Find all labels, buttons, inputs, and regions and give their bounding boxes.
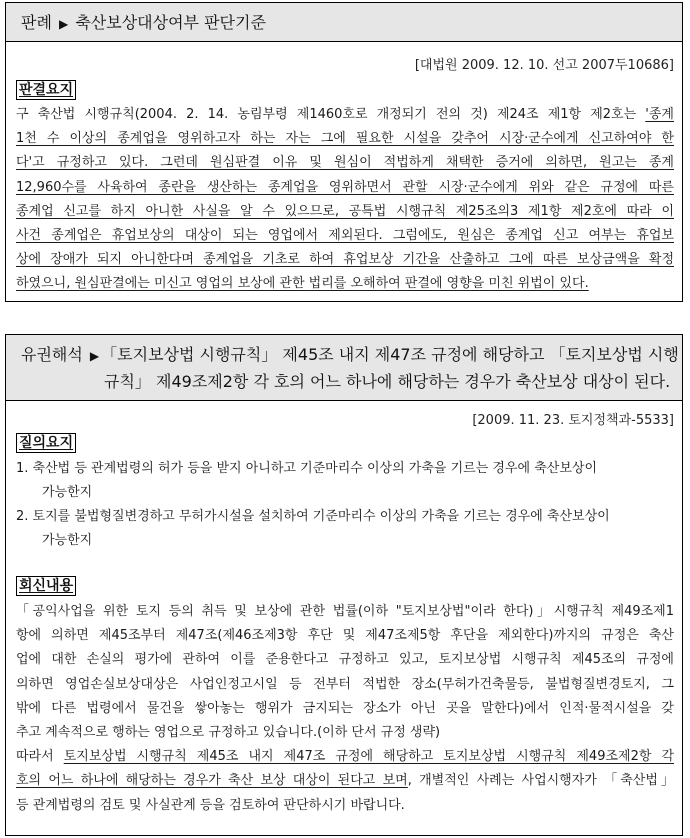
case-summary xyxy=(6,100,682,297)
summary-underlined-text: 1천 수 이상의 종계업을 영위하고자 하는 자는 그에 필요한 시설을 갖추어 시장·군수에게 신고하여야 한 xyxy=(16,131,674,147)
summary-line xyxy=(16,127,674,151)
reply-line: 「공익사업을 위한 토지 등의 취득 및 보상에 관한 법률(이하 "토지보상법"이라 한다)」시행규칙 제49조제1 xyxy=(16,604,674,619)
question-label: 질의요지 xyxy=(16,433,76,453)
case-title: 축산보상대상여부 판단기준 xyxy=(75,13,266,32)
summary-underlined-text: 사건 종계업은 휴업보상의 대상이 되는 영업에서 제외된다. 그럼에도, 원심은 종계업 신고 여부는 휴업보 xyxy=(16,228,674,244)
conclusion-text: 등 관계법령의 검토 및 사실관계 등을 검토하여 판단하시기 바랍니다. xyxy=(16,797,405,813)
interpretation-title-line2: 규칙」 제49조제2항 각 호의 어느 하나에 해당하는 경우가 축산보상 대상이 된다. xyxy=(104,372,671,391)
case-citation: [대법원 2009. 12. 10. 선고 2007두10686] xyxy=(414,58,674,73)
reply-label: 회신내용 xyxy=(16,576,76,596)
summary-line xyxy=(16,272,674,296)
conclusion-text: 따라서 xyxy=(16,749,64,765)
reply-line: 추고 계속적으로 행하는 영업으로 규정하고 있습니다.(이하 단서 규정 생략) xyxy=(16,725,441,741)
summary-underlined-text: 상에 장애가 되지 아니한다며 종계업을 기초로 하여 휴업보상 기간을 산출하고 그에 따른 보상금액을 확정 xyxy=(16,252,674,268)
summary-text: 구 축산법 시행규칙(2004. 2. 14. 농림부령 제1460호로 개정되기 전의 것) 제24조 제1항 제2호는 xyxy=(16,107,646,122)
conclusion-line xyxy=(16,745,674,769)
summary-underlined-text: '종계 xyxy=(645,107,674,122)
case-box xyxy=(5,2,683,302)
reply-content xyxy=(6,596,682,745)
interpretation-title-line1: 「토지보상법 시행규칙」 제45조 내지 제47조 규정에 해당하고 「토지보상법 시행 xyxy=(101,345,679,364)
case-header xyxy=(6,3,682,42)
arrow-right-icon: ▶ xyxy=(59,17,69,31)
reply-line: 의하면 영업손실보상대상은 사업인정고시일 등 전부터 적법한 장소(무허가건축물등, 불법형질변경토지, 그 xyxy=(16,676,674,692)
case-category: 판례 xyxy=(21,13,52,32)
conclusion-line xyxy=(16,794,674,818)
summary-line xyxy=(16,224,674,248)
conclusion-underlined-text: 호의 어느 하나에 해당하는 경우가 축산 보상 대상이 된다고 보며 xyxy=(16,773,408,789)
reply-line: 항에 의하면 제45조부터 제47조(제46조제3항 후단 및 제47조제5항 후단을 제외한다)까지의 규정은 축산 xyxy=(16,628,674,644)
question-item: 1. 축산법 등 관계법령의 허가 등을 받지 아니하고 기준마리수 이상의 가축을 기르는 경우에 축산보상이 xyxy=(16,461,598,476)
summary-underlined-text: 다'고 규정하고 있다. 그런데 원심판결 이유 및 원심이 적법하게 채택한 증거에 의하면, 원고는 종계 xyxy=(16,155,674,171)
summary-line xyxy=(16,248,674,272)
arrow-right-icon: ▶ xyxy=(89,349,100,363)
question-item: 2. 토지를 불법형질변경하고 무허가시설을 설치하여 기준마리수 이상의 가축을 기르는 경우에 축산보상이 xyxy=(16,509,610,524)
reply-line: 밖에 다른 법령에서 물건을 쌓아놓는 행위가 금지되는 장소가 아닌 곳을 말한다)에서 인적·물적시설을 갖 xyxy=(16,700,674,716)
conclusion-text: , 개별적인 사례는 사업시행자가 「축산법」 xyxy=(407,773,675,789)
summary-label: 판결요지 xyxy=(16,80,76,100)
reply-line: 업에 대한 손실의 평가에 관하여 이를 준용한다고 규정하고 있고, 토지보상법 시행규칙 제45조의 규정에 xyxy=(16,652,674,668)
conclusion-content xyxy=(6,745,682,818)
conclusion-line xyxy=(16,769,674,793)
interpretation-header xyxy=(6,335,682,401)
question-list xyxy=(6,453,682,553)
interpretation-citation: [2009. 11. 23. 토지정책과-5533] xyxy=(472,413,674,428)
summary-line xyxy=(16,151,674,175)
interpretation-header-line1 xyxy=(21,342,679,369)
summary-underlined-text: 종계업 신고를 하지 아니한 사실을 알 수 있으므로, 공특법 시행규칙 제25조의3 제1항 제2호에 따라 이 xyxy=(16,203,674,219)
question-item-continuation: 가능한지 xyxy=(42,485,93,500)
summary-line xyxy=(16,103,674,127)
interpretation-box xyxy=(5,334,683,836)
interpretation-category: 유권해석 xyxy=(21,345,83,364)
summary-line xyxy=(16,176,674,200)
summary-underlined-text: 하였으니, 원심판결에는 미신고 영업의 보상에 관한 법리를 오해하여 판결에 영향을 미친 위법이 있다. xyxy=(16,276,589,292)
summary-underlined-text: 12,960수를 사육하여 종란을 생산하는 종계업을 영위하면서 관할 시장·군수에게 위와 같은 규정에 따른 xyxy=(16,179,674,195)
conclusion-underlined-text: 토지보상법 시행규칙 제45조 내지 제47조 규정에 해당하고 토지보상법 시행규칙 제49조제2항 각 xyxy=(63,749,675,765)
question-item-continuation: 가능한지 xyxy=(42,533,93,548)
summary-line xyxy=(16,200,674,224)
